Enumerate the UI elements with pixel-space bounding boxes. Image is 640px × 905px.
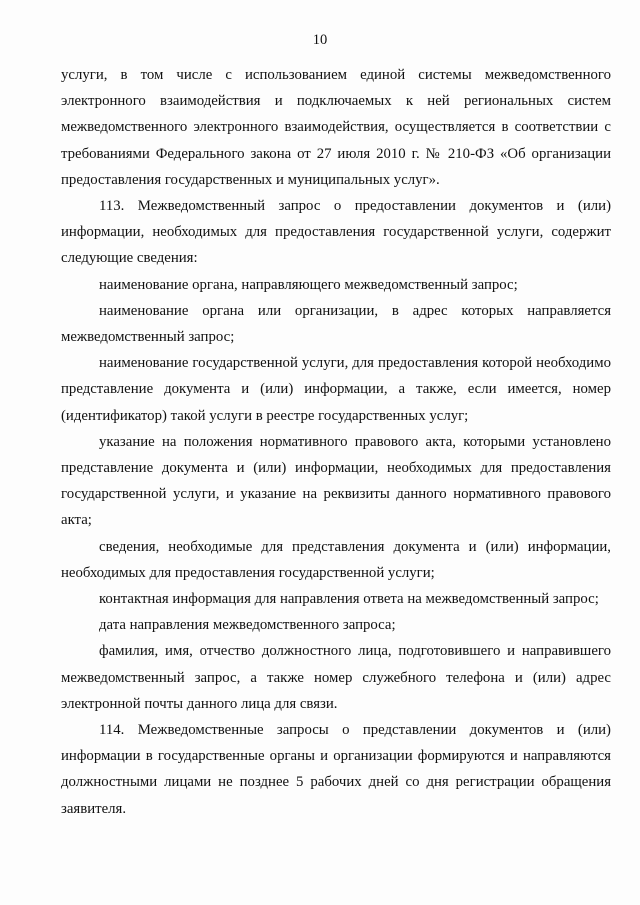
paragraph-continuation: услуги, в том числе с использованием единой системы межведомственного электронного взаимодействия и подключаемых к ней региональных систем межведомственного электронного взаимодействия, осуществляется в соответствии с требованиями Федерального закона от 27 июля 2010 г. № 210-ФЗ «Об организации предоставления государственных и муниципальных услуг».	[61, 67, 611, 188]
list-item-official-details: фамилия, имя, отчество должностного лица, подготовившего и направившего межведомственный запрос, а также номер служебного телефона и (или) адрес электронной почты данного лица для связи.	[61, 643, 611, 712]
page-number: 10	[312, 32, 328, 48]
list-item-recipient-body: наименование органа или организации, в адрес которых направляется межведомственный запрос;	[61, 302, 611, 346]
list-item-legal-act: указание на положения нормативного правового акта, которыми установлено представление документа и (или) информации, необходимых для предоставления государственной услуги, и указание на реквизиты данного нормативного правового акта;	[61, 433, 611, 529]
list-item-contact-info: контактная информация для направления ответа на межведомственный запрос;	[99, 591, 599, 608]
list-item-service-name: наименование государственной услуги, для предоставления которой необходимо представление документа и (или) информации, а также, если имеется, номер (идентификатор) такой услуги в реестре государственных услуг;	[61, 355, 611, 424]
paragraph-113: 113. Межведомственный запрос о предоставлении документов и (или) информации, необходимых для предоставления государственной услуги, содержит следующие сведения:	[61, 198, 611, 267]
paragraph-114: 114. Межведомственные запросы о представлении документов и (или) информации в государственные органы и организации формируются и направляются должностными лицами не позднее 5 рабочих дней со дня регистрации обращения заявителя.	[61, 722, 611, 817]
list-item-required-info: сведения, необходимые для представления документа и (или) информации, необходимых для предоставления государственной услуги;	[61, 538, 611, 581]
document-body	[61, 62, 611, 822]
list-item-request-date: дата направления межведомственного запроса;	[99, 617, 396, 634]
list-item-requesting-body: наименование органа, направляющего межведомственный запрос;	[99, 276, 518, 293]
